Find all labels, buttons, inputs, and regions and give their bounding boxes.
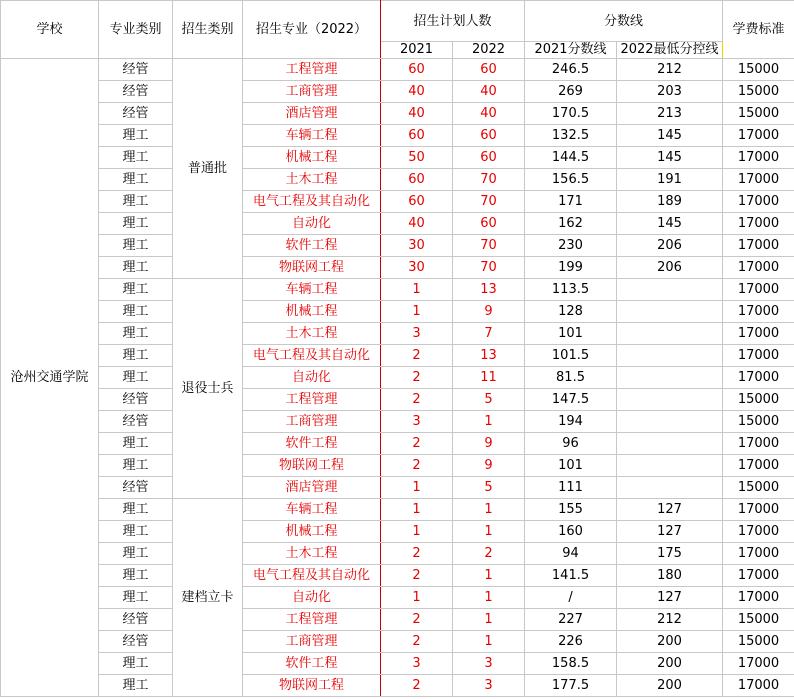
major-cell: 自动化 [243,213,381,235]
plan-2022-cell: 1 [453,609,525,631]
plan-2021-cell: 2 [381,367,453,389]
header-plan-2021: 2021 [381,42,453,59]
tuition-cell: 17000 [723,213,794,235]
major-cell: 车辆工程 [243,279,381,301]
major-cell: 土木工程 [243,169,381,191]
major-cell: 酒店管理 [243,103,381,125]
score-2022-cell [617,345,723,367]
major-category-cell: 理工 [99,345,173,367]
plan-2022-cell: 5 [453,477,525,499]
score-2021-cell: 101.5 [525,345,617,367]
major-category-cell: 理工 [99,455,173,477]
table-row [1,81,794,103]
plan-2022-cell: 11 [453,367,525,389]
school-cell: 沧州交通学院 [1,59,99,697]
plan-2022-cell: 7 [453,323,525,345]
plan-2021-cell: 1 [381,499,453,521]
plan-2022-cell: 9 [453,455,525,477]
major-cell: 自动化 [243,367,381,389]
table-row [1,499,794,521]
score-2021-cell: 156.5 [525,169,617,191]
major-category-cell: 理工 [99,235,173,257]
tuition-cell: 15000 [723,477,794,499]
tuition-cell: 17000 [723,433,794,455]
score-2021-cell: 162 [525,213,617,235]
score-2022-cell [617,323,723,345]
table-row [1,521,794,543]
score-2022-cell: 206 [617,235,723,257]
major-cell: 工程管理 [243,609,381,631]
header-score-2022: 2022最低分控线 [617,42,723,59]
major-category-cell: 理工 [99,521,173,543]
score-2022-cell: 212 [617,609,723,631]
score-2021-cell: 111 [525,477,617,499]
score-2021-cell: 170.5 [525,103,617,125]
score-2021-cell: 147.5 [525,389,617,411]
score-2022-cell: 180 [617,565,723,587]
tuition-cell: 17000 [723,257,794,279]
score-2021-cell: 226 [525,631,617,653]
plan-2022-cell: 60 [453,147,525,169]
score-2021-cell: 144.5 [525,147,617,169]
plan-2022-cell: 70 [453,235,525,257]
tuition-cell: 15000 [723,81,794,103]
header-admission-category: 招生类别 [173,1,243,59]
major-category-cell: 理工 [99,191,173,213]
major-category-cell: 经管 [99,81,173,103]
major-cell: 工商管理 [243,81,381,103]
plan-2022-cell: 70 [453,257,525,279]
table-row [1,455,794,477]
score-2022-cell [617,389,723,411]
score-2021-cell: 194 [525,411,617,433]
table-row [1,103,794,125]
major-category-cell: 经管 [99,59,173,81]
plan-2022-cell: 9 [453,433,525,455]
score-2021-cell: 230 [525,235,617,257]
score-2021-cell: 199 [525,257,617,279]
major-cell: 酒店管理 [243,477,381,499]
score-2022-cell: 213 [617,103,723,125]
score-2021-cell: / [525,587,617,609]
major-category-cell: 理工 [99,653,173,675]
table-row [1,323,794,345]
plan-2022-cell: 2 [453,543,525,565]
major-cell: 软件工程 [243,235,381,257]
table-row [1,609,794,631]
major-cell: 软件工程 [243,433,381,455]
major-cell: 工程管理 [243,59,381,81]
table-row [1,411,794,433]
score-2022-cell: 145 [617,147,723,169]
score-2021-cell: 158.5 [525,653,617,675]
major-category-cell: 理工 [99,565,173,587]
major-category-cell: 理工 [99,587,173,609]
plan-2021-cell: 60 [381,125,453,147]
table-row [1,653,794,675]
tuition-cell: 15000 [723,389,794,411]
major-category-cell: 经管 [99,477,173,499]
table-row [1,565,794,587]
tuition-cell: 17000 [723,235,794,257]
score-2022-cell: 212 [617,59,723,81]
tuition-cell: 17000 [723,499,794,521]
tuition-cell: 17000 [723,367,794,389]
major-cell: 车辆工程 [243,499,381,521]
major-cell: 土木工程 [243,543,381,565]
tuition-cell: 17000 [723,543,794,565]
major-category-cell: 理工 [99,675,173,697]
score-2022-cell: 203 [617,81,723,103]
plan-2021-cell: 1 [381,301,453,323]
admission-category-cell: 建档立卡 [173,499,243,697]
score-2021-cell: 94 [525,543,617,565]
plan-2022-cell: 13 [453,345,525,367]
score-2021-cell: 81.5 [525,367,617,389]
tuition-cell: 17000 [723,345,794,367]
score-2022-cell [617,455,723,477]
tuition-cell: 15000 [723,59,794,81]
plan-2021-cell: 40 [381,213,453,235]
tuition-cell: 17000 [723,653,794,675]
plan-2022-cell: 1 [453,521,525,543]
plan-2021-cell: 2 [381,609,453,631]
score-2022-cell [617,301,723,323]
major-cell: 工商管理 [243,631,381,653]
tuition-cell: 17000 [723,147,794,169]
plan-2021-cell: 2 [381,345,453,367]
plan-2021-cell: 3 [381,411,453,433]
major-cell: 电气工程及其自动化 [243,345,381,367]
major-category-cell: 经管 [99,609,173,631]
score-2021-cell: 128 [525,301,617,323]
table-row [1,675,794,697]
plan-2022-cell: 1 [453,565,525,587]
major-cell: 电气工程及其自动化 [243,191,381,213]
score-2021-cell: 132.5 [525,125,617,147]
plan-2021-cell: 50 [381,147,453,169]
major-cell: 物联网工程 [243,675,381,697]
header-major: 招生专业（2022） [243,1,381,59]
major-category-cell: 经管 [99,389,173,411]
score-2021-cell: 246.5 [525,59,617,81]
score-2021-cell: 227 [525,609,617,631]
plan-2021-cell: 60 [381,191,453,213]
plan-2021-cell: 30 [381,235,453,257]
score-2022-cell: 191 [617,169,723,191]
tuition-cell: 17000 [723,521,794,543]
table-row [1,125,794,147]
score-2021-cell: 101 [525,323,617,345]
score-2022-cell [617,411,723,433]
plan-2021-cell: 40 [381,103,453,125]
score-2022-cell: 200 [617,675,723,697]
plan-2022-cell: 1 [453,587,525,609]
score-2022-cell: 127 [617,521,723,543]
tuition-cell: 17000 [723,565,794,587]
tuition-cell: 15000 [723,103,794,125]
plan-2022-cell: 70 [453,169,525,191]
score-2022-cell: 200 [617,653,723,675]
table-row [1,587,794,609]
major-cell: 土木工程 [243,323,381,345]
plan-2022-cell: 60 [453,125,525,147]
score-2022-cell: 127 [617,587,723,609]
table-row [1,433,794,455]
plan-2022-cell: 13 [453,279,525,301]
tuition-cell: 17000 [723,191,794,213]
table-row [1,213,794,235]
plan-2022-cell: 3 [453,675,525,697]
major-category-cell: 理工 [99,257,173,279]
major-cell: 机械工程 [243,147,381,169]
score-2022-cell: 206 [617,257,723,279]
header-major-category: 专业类别 [99,1,173,59]
table-row [1,543,794,565]
score-2022-cell: 175 [617,543,723,565]
major-cell: 物联网工程 [243,257,381,279]
table-row [1,631,794,653]
header-school: 学校 [1,1,99,59]
plan-2021-cell: 3 [381,323,453,345]
plan-2022-cell: 1 [453,411,525,433]
major-cell: 工程管理 [243,389,381,411]
score-2022-cell [617,367,723,389]
plan-2021-cell: 2 [381,631,453,653]
score-2022-cell: 145 [617,213,723,235]
tuition-cell: 17000 [723,455,794,477]
plan-2022-cell: 60 [453,213,525,235]
plan-2021-cell: 1 [381,279,453,301]
plan-2021-cell: 40 [381,81,453,103]
score-2022-cell [617,477,723,499]
tuition-cell: 17000 [723,675,794,697]
score-2021-cell: 155 [525,499,617,521]
plan-2021-cell: 1 [381,521,453,543]
plan-2022-cell: 1 [453,499,525,521]
score-2022-cell [617,433,723,455]
score-2021-cell: 141.5 [525,565,617,587]
major-category-cell: 理工 [99,543,173,565]
major-category-cell: 理工 [99,169,173,191]
major-cell: 机械工程 [243,521,381,543]
major-category-cell: 经管 [99,103,173,125]
table-row [1,169,794,191]
major-category-cell: 理工 [99,301,173,323]
plan-2022-cell: 5 [453,389,525,411]
tuition-cell: 15000 [723,411,794,433]
score-2022-cell: 127 [617,499,723,521]
plan-2021-cell: 2 [381,455,453,477]
plan-2021-cell: 2 [381,565,453,587]
table-row [1,301,794,323]
major-category-cell: 理工 [99,147,173,169]
header-score-2021: 2021分数线 [525,42,617,59]
major-category-cell: 理工 [99,323,173,345]
score-2021-cell: 160 [525,521,617,543]
major-category-cell: 经管 [99,411,173,433]
major-cell: 物联网工程 [243,455,381,477]
plan-2021-cell: 1 [381,587,453,609]
score-2021-cell: 101 [525,455,617,477]
plan-2021-cell: 2 [381,433,453,455]
header-tuition: 学费标准 [723,1,794,59]
major-cell: 电气工程及其自动化 [243,565,381,587]
plan-2022-cell: 70 [453,191,525,213]
major-category-cell: 理工 [99,499,173,521]
score-2022-cell [617,279,723,301]
score-2021-cell: 171 [525,191,617,213]
tuition-cell: 15000 [723,631,794,653]
table-row [1,389,794,411]
header-score: 分数线 [525,1,723,42]
major-category-cell: 理工 [99,279,173,301]
score-2021-cell: 96 [525,433,617,455]
score-2022-cell: 200 [617,631,723,653]
plan-2022-cell: 60 [453,59,525,81]
tuition-cell: 17000 [723,169,794,191]
table-row [1,477,794,499]
plan-2021-cell: 2 [381,389,453,411]
score-2022-cell: 145 [617,125,723,147]
plan-2021-cell: 2 [381,543,453,565]
header-plan-2022: 2022 [453,42,525,59]
table-body [1,59,794,697]
score-2021-cell: 113.5 [525,279,617,301]
score-2021-cell: 269 [525,81,617,103]
plan-2021-cell: 30 [381,257,453,279]
table-row [1,257,794,279]
table-row [1,345,794,367]
tuition-cell: 17000 [723,323,794,345]
plan-2021-cell: 60 [381,59,453,81]
plan-2021-cell: 2 [381,675,453,697]
admission-category-cell: 普通批 [173,59,243,279]
major-cell: 自动化 [243,587,381,609]
header-plan: 招生计划人数 [381,1,525,42]
tuition-cell: 17000 [723,125,794,147]
table-row [1,147,794,169]
major-cell: 软件工程 [243,653,381,675]
plan-2022-cell: 40 [453,103,525,125]
plan-2022-cell: 3 [453,653,525,675]
table-row [1,191,794,213]
tuition-cell: 17000 [723,587,794,609]
plan-2021-cell: 3 [381,653,453,675]
major-category-cell: 理工 [99,213,173,235]
major-category-cell: 理工 [99,433,173,455]
plan-2022-cell: 1 [453,631,525,653]
table-row [1,367,794,389]
table-row [1,279,794,301]
major-cell: 工商管理 [243,411,381,433]
major-category-cell: 理工 [99,367,173,389]
admission-category-cell: 退役士兵 [173,279,243,499]
plan-2022-cell: 9 [453,301,525,323]
major-cell: 机械工程 [243,301,381,323]
major-category-cell: 理工 [99,125,173,147]
plan-2021-cell: 60 [381,169,453,191]
tuition-cell: 17000 [723,301,794,323]
score-2021-cell: 177.5 [525,675,617,697]
tuition-cell: 15000 [723,609,794,631]
major-cell: 车辆工程 [243,125,381,147]
table-row [1,59,794,81]
score-2022-cell: 189 [617,191,723,213]
tuition-cell: 17000 [723,279,794,301]
table-row [1,235,794,257]
plan-2021-cell: 1 [381,477,453,499]
major-category-cell: 经管 [99,631,173,653]
plan-2022-cell: 40 [453,81,525,103]
